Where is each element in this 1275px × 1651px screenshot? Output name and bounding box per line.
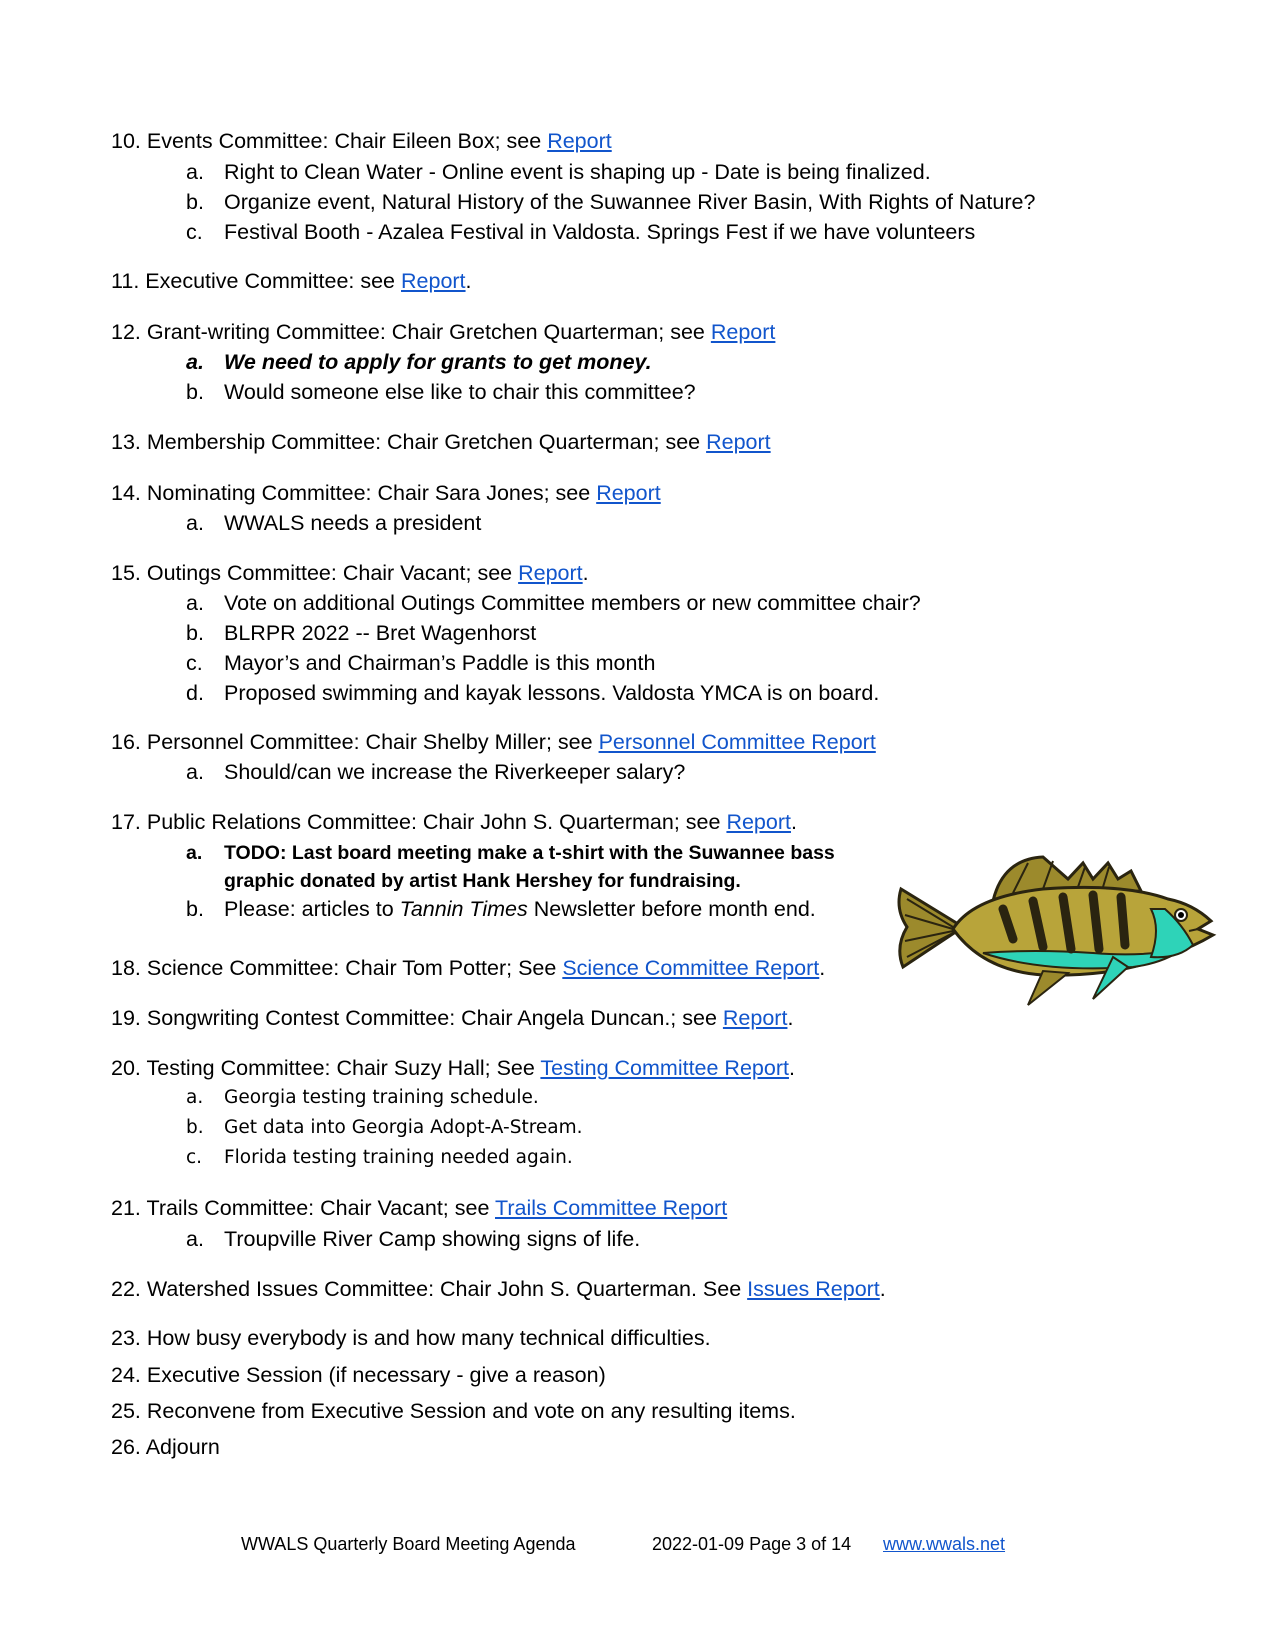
agenda-item-19: 19. Songwriting Contest Committee: Chair Angela Duncan.; see Report.	[111, 1006, 794, 1030]
agenda-item-15: 15. Outings Committee: Chair Vacant; see Report.	[111, 561, 589, 585]
footer-website-link[interactable]: www.wwals.net	[883, 1534, 1006, 1554]
agenda-item-23: 23. How busy everybody is and how many technical difficulties.	[111, 1326, 711, 1350]
item-number: 10.	[111, 129, 141, 153]
report-link[interactable]: Report	[596, 481, 661, 505]
agenda-item-20: 20. Testing Committee: Chair Suzy Hall; See Testing Committee Report.	[111, 1056, 795, 1080]
science-report-link[interactable]: Science Committee Report	[562, 956, 820, 980]
trails-report-link[interactable]: Trails Committee Report	[495, 1196, 728, 1220]
report-link[interactable]: Report	[518, 561, 583, 585]
footer-date-page: 2022-01-09 Page 3 of 14	[652, 1534, 852, 1554]
agenda-item-22: 22. Watershed Issues Committee: Chair John S. Quarterman. See Issues Report.	[111, 1277, 886, 1301]
agenda-item-25: 25. Reconvene from Executive Session and vote on any resulting items.	[111, 1399, 796, 1423]
issues-report-link[interactable]: Issues Report	[747, 1277, 880, 1301]
agenda-item-17: 17. Public Relations Committee: Chair John S. Quarterman; see Report.	[111, 810, 797, 834]
agenda-item-24: 24. Executive Session (if necessary - give a reason)	[111, 1363, 606, 1387]
agenda-item-21: 21. Trails Committee: Chair Vacant; see Trails Committee Report	[111, 1196, 728, 1220]
agenda-item-16: 16. Personnel Committee: Chair Shelby Miller; see Personnel Committee Report	[111, 730, 876, 754]
report-link[interactable]: Report	[710, 320, 776, 344]
newsletter-title: Tannin Times	[399, 897, 528, 921]
agenda-item-13: 13. Membership Committee: Chair Gretchen Quarterman; see Report	[111, 430, 771, 454]
agenda-item-14: 14. Nominating Committee: Chair Sara Jones; see Report	[111, 481, 661, 505]
report-link[interactable]: Report	[706, 430, 771, 454]
document-page: 10. Events Committee: Chair Eileen Box; see Report a. Right to Clean Water - Online event is shaping up - Date is being finalized. b. Organize event, Natural History of the Suwannee River Basin, With Rights of Nature? c. Festival Booth - Azalea Festival in Valdosta. Springs Fest if we have volunteers 11. Executive Committee: see Report. 12. Grant-writing Committee: Chair Gretchen Quarterman; see Report a. We need to apply for grants to get money. b. Would someone else like to chair this committee? 13. Membership Committee: Chair Gretchen Quarterman; see Report 14. Nominating Committee: Chair Sara Jones; see Report a. WWALS needs a president 15. Outings Committee: Chair Vacant; see Report. a. Vote on additional Outings Committee members or new committee chair? b. BLRPR 2022 -- Bret Wagenhorst c. Mayor’s and Chairman’s Paddle is this month d. Proposed swimming and kayak lessons. Valdosta YMCA is on board. 16. Personnel Committee: Chair Shelby Miller; see Personnel Committee Report a. Should/can we increase the Riverkeeper salary? 17. Public Relations Committee: Chair John S. Quarterman; see Report. a. TODO: Last board meeting make a t-shirt with the Suwannee bass graphic donated by artist Hank Hershey for fundraising. b. Please: articles to Tannin Times Newsletter before month end. 18. Science Committee: Chair Tom Potter; See Science Committee Report. 19. Songwriting Contest Committee: Chair Angela Duncan.; see Report. 20. Testing Committee: Chair Suzy Hall; See Testing Committee Report. a. Georgia testing training schedule. b. Get data into Georgia Adopt-A-Stream. c. Florida testing training needed again. 21. Trails Committee: Chair Vacant; see Trails Committee Report a. Troupville River Camp showing signs of life. 22. Watershed Issues Committee: Chair John S. Quarterman. See Issues Report. 23. How busy everybody is and how many technical difficulties. 24. Executive Session (if necessary - give a reason) 25. Reconvene from Executive Session and vote on any resulting items. 26. Adjourn WWALS Quarterly Board Meeting Agenda 2022-01-09 Page 3 of 14 www.wwals.net	[0, 0, 1275, 1651]
report-link[interactable]: Report	[401, 269, 466, 293]
report-link[interactable]: Report	[722, 1006, 788, 1030]
agenda-item-11: 11. Executive Committee: see Report.	[111, 269, 472, 293]
agenda-item-10	[111, 128, 612, 154]
report-link[interactable]: Report	[726, 810, 791, 834]
footer-title: WWALS Quarterly Board Meeting Agenda	[241, 1534, 576, 1554]
report-link[interactable]: Report	[547, 129, 612, 153]
agenda-item-18: 18. Science Committee: Chair Tom Potter; See Science Committee Report.	[111, 956, 826, 980]
testing-report-link[interactable]: Testing Committee Report	[540, 1056, 789, 1080]
personnel-report-link[interactable]: Personnel Committee Report	[598, 730, 876, 754]
item-text: Events Committee: Chair Eileen Box; see	[146, 129, 548, 153]
suwannee-bass-illustration	[893, 849, 1223, 1009]
agenda-item-26: 26. Adjourn	[111, 1435, 220, 1459]
agenda-item-12: 12. Grant-writing Committee: Chair Gretchen Quarterman; see Report	[111, 320, 776, 344]
